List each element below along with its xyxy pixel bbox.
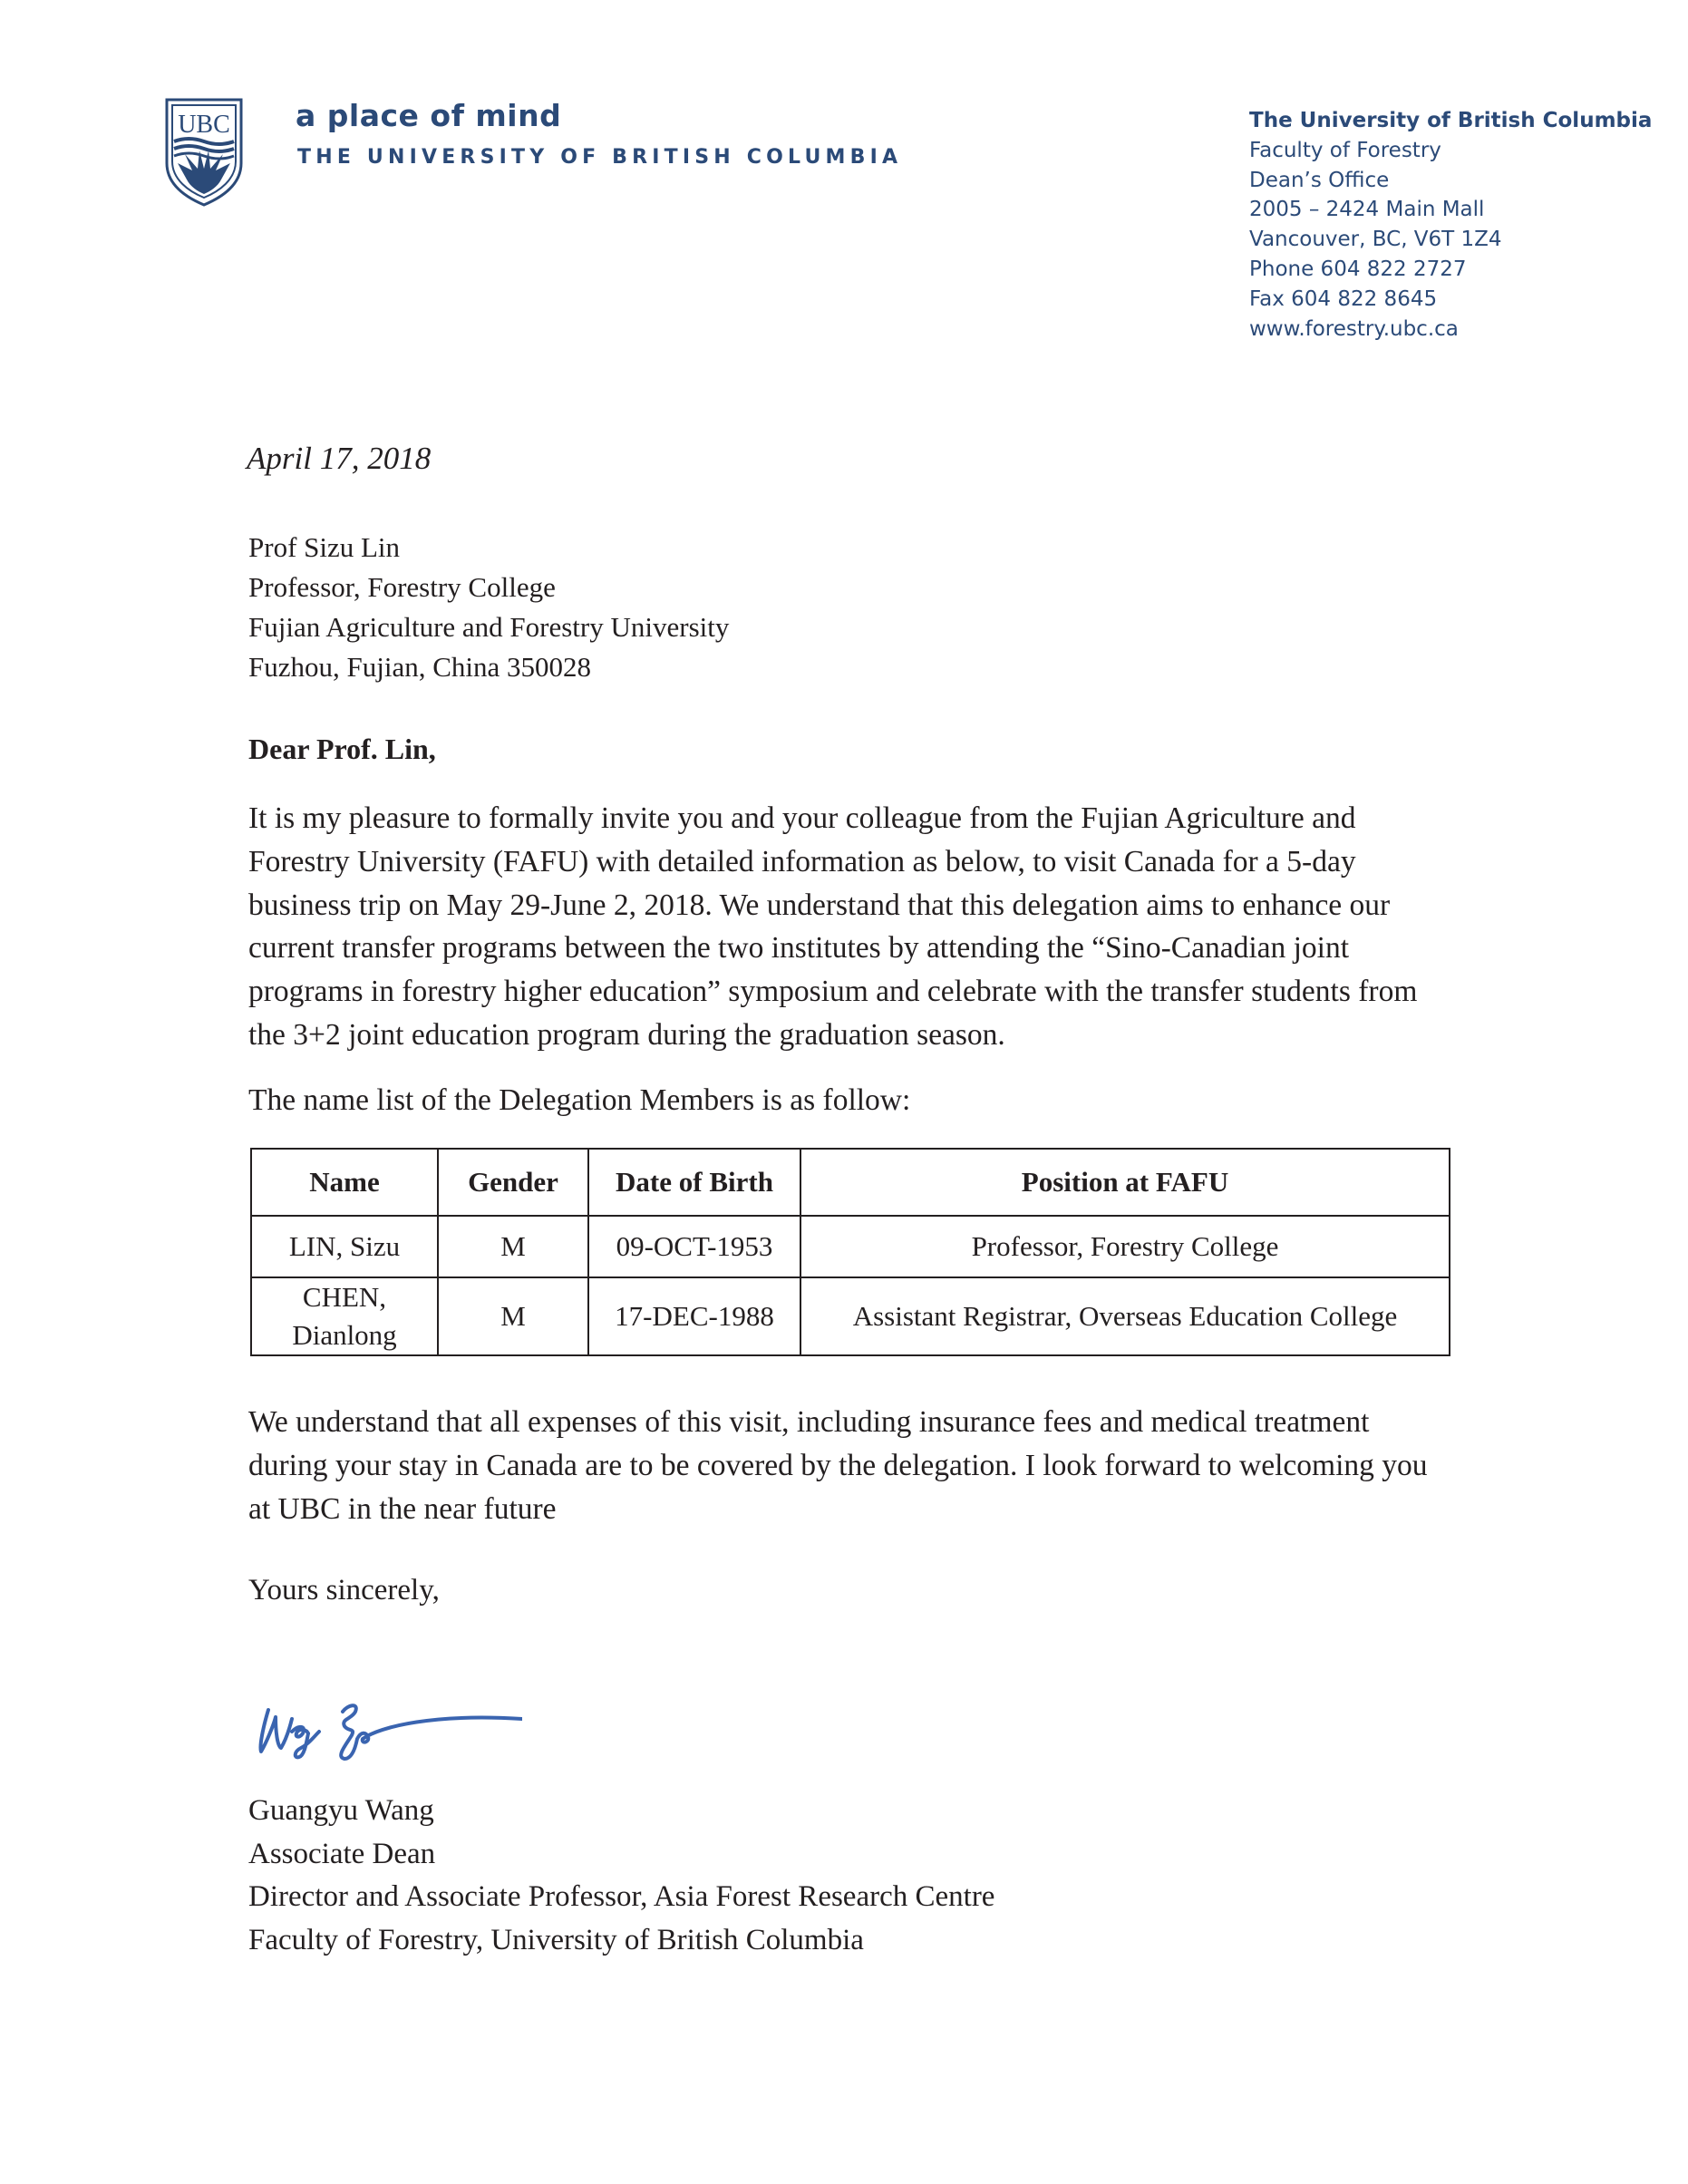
column-header: Gender [438, 1149, 588, 1216]
address-line: Phone 604 822 2727 [1249, 257, 1467, 281]
ubc-crest-icon [165, 98, 243, 207]
closing: Yours sincerely, [248, 1574, 440, 1606]
address-line: Fax 604 822 8645 [1249, 286, 1438, 311]
delegation-table [250, 1148, 1450, 1356]
address-line: The University of British Columbia [1249, 109, 1653, 132]
column-header: Date of Birth [588, 1149, 800, 1216]
table-row [251, 1277, 1450, 1355]
body-paragraph: It is my pleasure to formally invite you and your colleague from the Fujian Agriculture and Forestry University (FAFU) with detailed information as below, to visit Canada for a 5-day business trip on May 29-June 2, 2018. We understand that this delegation aims to enhance our current transfer programs between the two institutes by attending the “Sino-Canadian joint programs in forestry higher education” symposium and celebrate with the transfer students from the 3+2 joint education program during the graduation season. [248, 801, 1418, 1052]
cell-name: CHEN, Dianlong [251, 1277, 438, 1355]
column-header: Name [251, 1149, 438, 1216]
cell-position: Professor, Forestry College [800, 1216, 1450, 1277]
signatory-title: Director and Associate Professor, Asia Forest Research Centre [248, 1880, 995, 1913]
address-line: Dean’s Office [1249, 168, 1390, 192]
recipient-line: Fuzhou, Fujian, China 350028 [248, 651, 592, 683]
address-line: 2005 – 2424 Main Mall [1249, 198, 1485, 222]
university-name: THE UNIVERSITY OF BRITISH COLUMBIA [297, 146, 903, 169]
letter-date: April 17, 2018 [247, 441, 432, 476]
signatory-block [248, 1790, 994, 1962]
recipient-address [248, 528, 729, 687]
recipient-line: Professor, Forestry College [248, 571, 556, 603]
website-link[interactable]: www.forestry.ubc.ca [1249, 316, 1459, 341]
sender-address [1249, 106, 1652, 344]
cell-gender: M [438, 1277, 588, 1355]
cell-name: LIN, Sizu [251, 1216, 438, 1277]
body-paragraph: We understand that all expenses of this visit, including insurance fees and medical treatment during your stay in Canada are to be covered by the delegation. I look forward to welcoming you at UBC in the near future [248, 1405, 1428, 1526]
table-intro: The name list of the Delegation Members is as follow: [248, 1083, 911, 1117]
table-header-row [251, 1149, 1450, 1216]
signature-icon [254, 1692, 522, 1762]
recipient-line: Prof Sizu Lin [248, 531, 401, 563]
address-line: Vancouver, BC, V6T 1Z4 [1249, 228, 1502, 252]
cell-dob: 09-OCT-1953 [588, 1216, 800, 1277]
svg-text:UBC: UBC [178, 111, 230, 139]
signatory-name: Guangyu Wang [248, 1794, 434, 1827]
address-line: Faculty of Forestry [1249, 138, 1441, 162]
cell-dob: 17-DEC-1988 [588, 1277, 800, 1355]
table-row [251, 1216, 1450, 1277]
recipient-line: Fujian Agriculture and Forestry University [248, 611, 730, 643]
cell-gender: M [438, 1216, 588, 1277]
column-header: Position at FAFU [800, 1149, 1450, 1216]
signatory-affiliation: Faculty of Forestry, University of British Columbia [248, 1923, 864, 1956]
salutation: Dear Prof. Lin, [248, 733, 436, 765]
tagline: a place of mind [296, 98, 562, 133]
signatory-title: Associate Dean [248, 1837, 436, 1870]
cell-position: Assistant Registrar, Overseas Education College [800, 1277, 1450, 1355]
